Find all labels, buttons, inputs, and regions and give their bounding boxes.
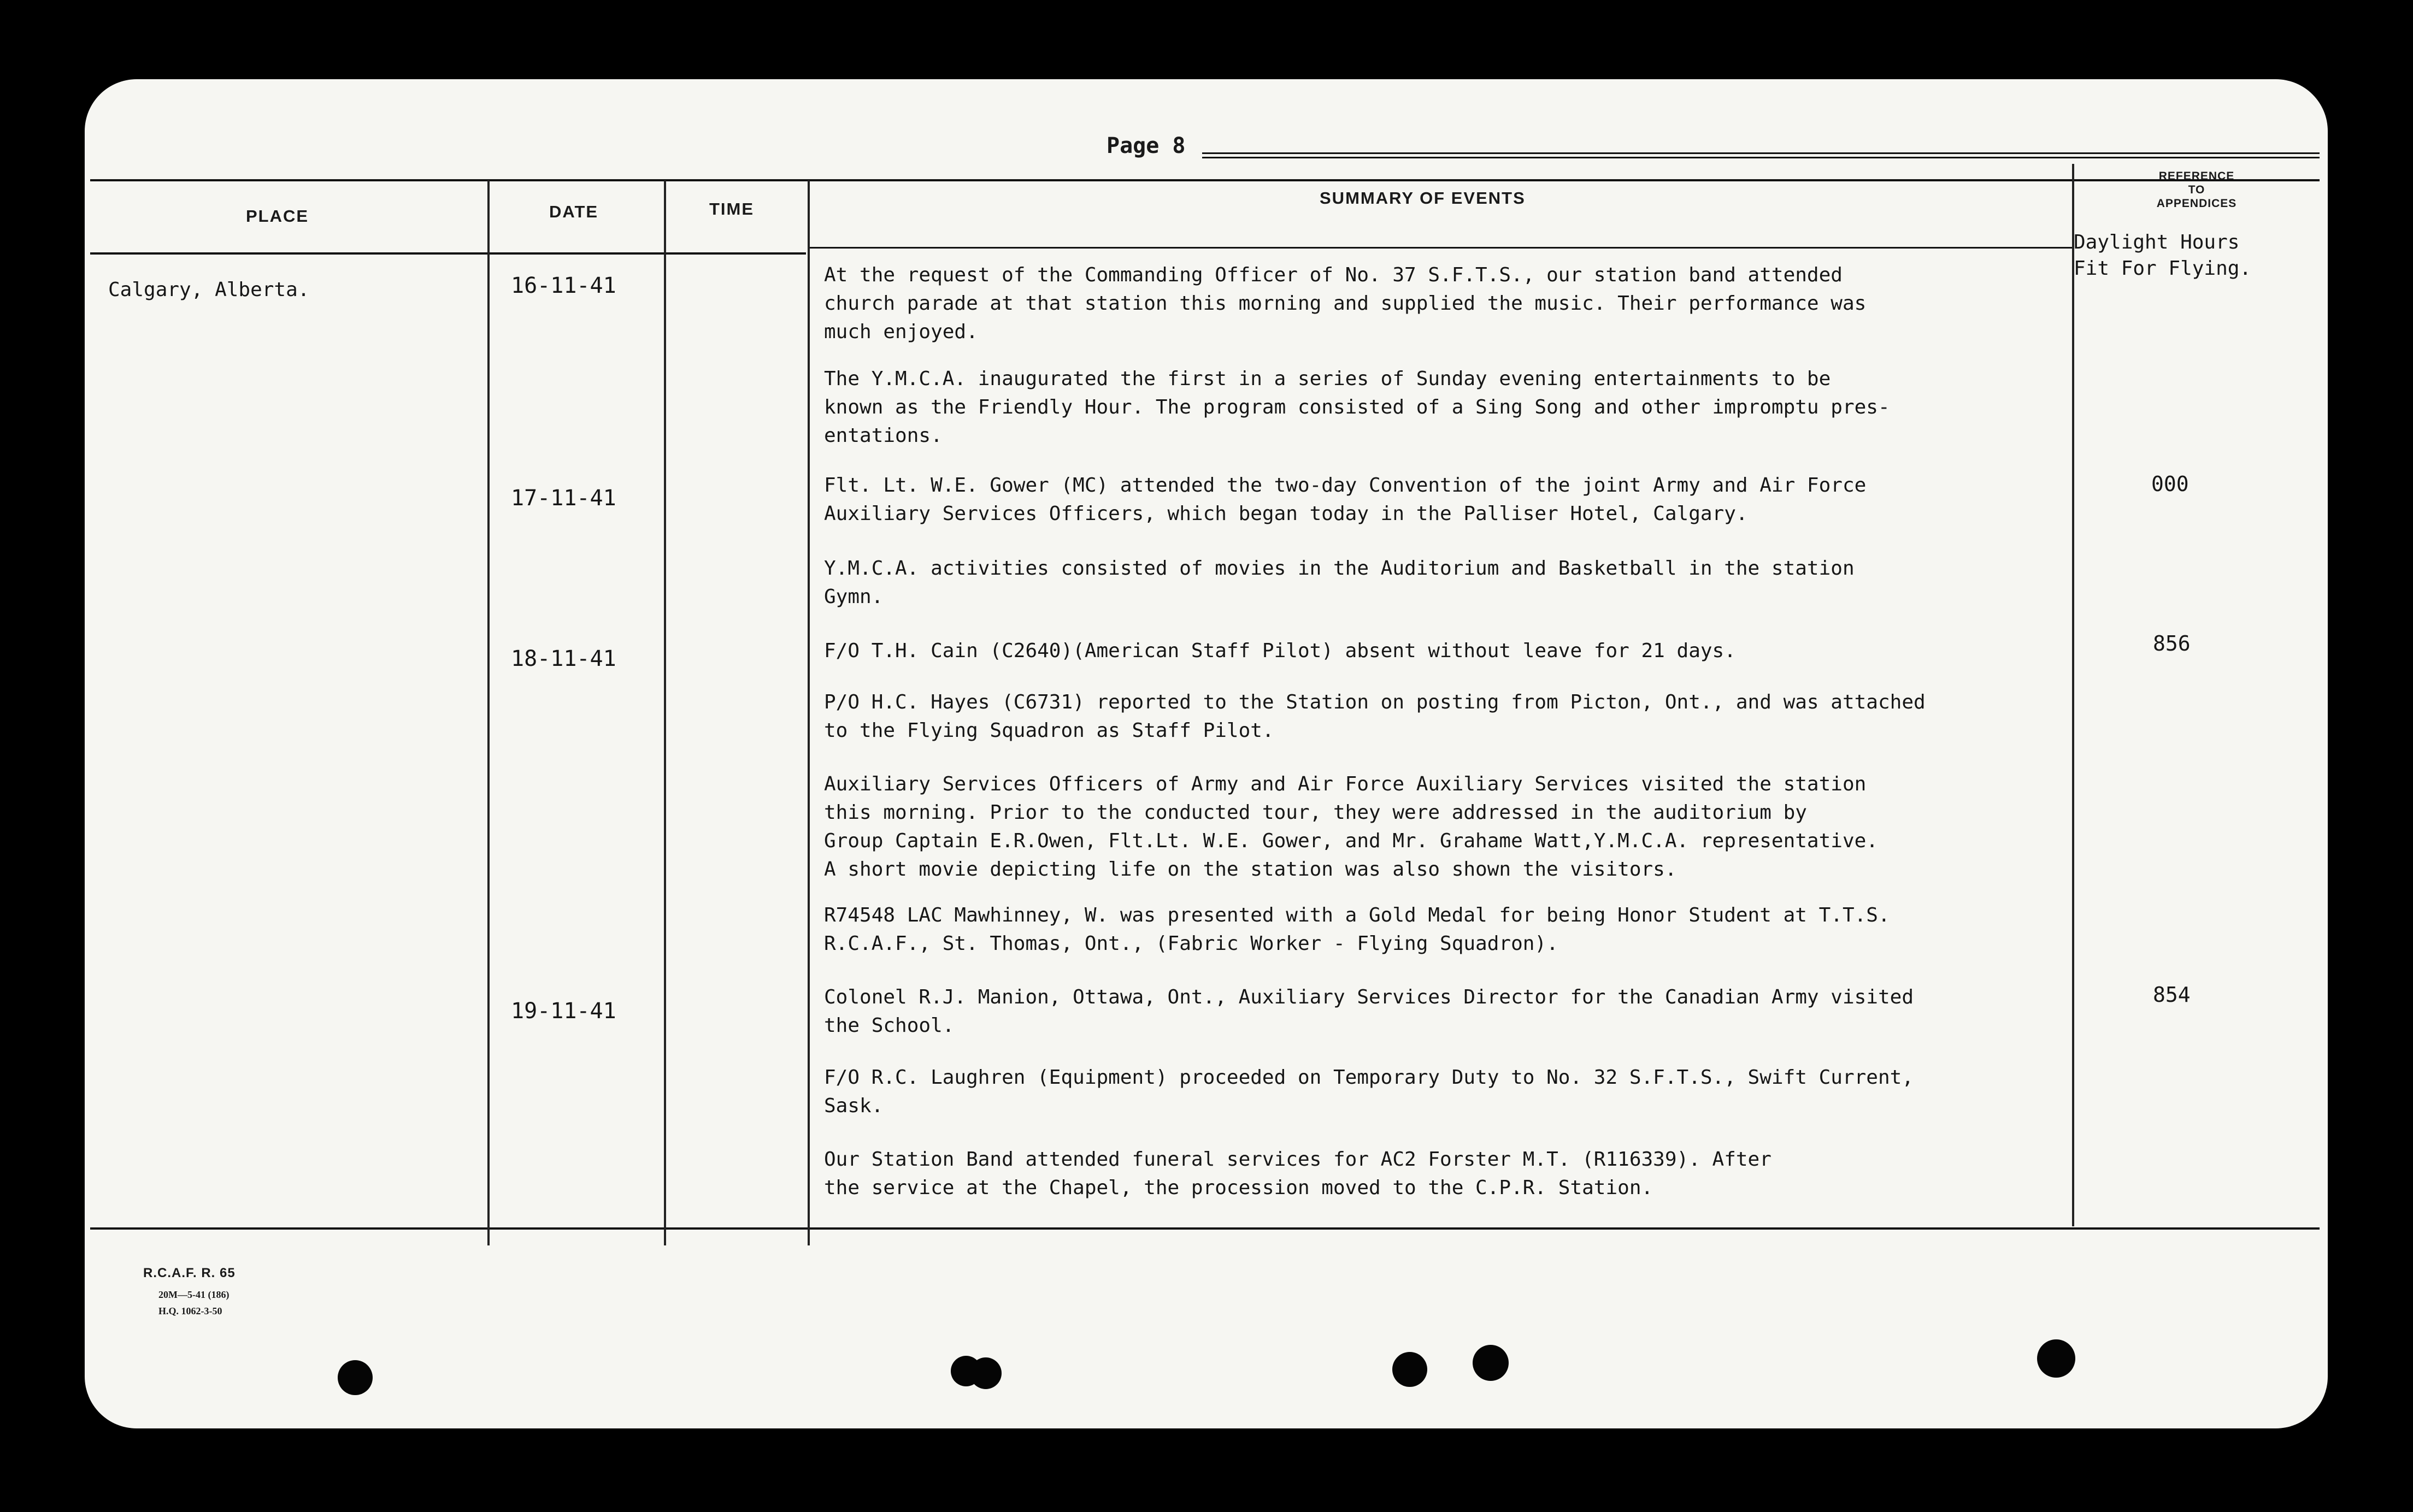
punch-hole — [970, 1357, 1002, 1389]
form-code: R.C.A.F. R. 65 — [143, 1266, 236, 1280]
summary-divider — [809, 247, 2074, 249]
event-entry: P/O H.C. Hayes (C6731) reported to the Station on posting from Picton, Ont., and was attached to the Flying Squadron as Staff Pilot. — [824, 691, 1926, 742]
event-entry: R74548 LAC Mawhinney, W. was presented with a Gold Medal for being Honor Student at T.T.S. R.C.A.F., St. Thomas, Ont., (Fabric Worker - Flying Squadron). — [824, 904, 1890, 955]
form-reference: H.Q. 1062-3-50 — [158, 1306, 222, 1316]
date-entry: 17-11-41 — [511, 486, 616, 511]
column-line-time-summary — [808, 180, 810, 1245]
event-entry: Y.M.C.A. activities consisted of movies in the Auditorium and Basketball in the station Gymn. — [824, 557, 1855, 608]
event-entry: At the request of the Commanding Officer of No. 37 S.F.T.S., our station band attended church parade at that station this morning and supplied the music. Their performance was much enjoyed. — [824, 264, 1867, 343]
reference-number: 856 — [2153, 631, 2191, 655]
reference-number: 000 — [2151, 472, 2189, 496]
summary-header: SUMMARY OF EVENTS — [1320, 188, 1526, 208]
page-number: Page 8 — [1107, 133, 1186, 158]
event-entry: Auxiliary Services Officers of Army and Air Force Auxiliary Services visited the station this morning. Prior to the conducted tour, they were addressed in the auditorium by Group Captain E.R.Owen, Flt.Lt. W.E. Gower, and Mr. Grahame Watt,Y.M.C.A. representative. A short movie depicting life on the station was also shown the visitors. — [824, 773, 1878, 881]
event-entry: F/O R.C. Laughren (Equipment) proceeded on Temporary Duty to No. 32 S.F.T.S., Swift Current, Sask. — [824, 1066, 1914, 1117]
top-rule — [90, 179, 2320, 181]
time-header: TIME — [709, 199, 755, 218]
event-entry: Colonel R.J. Manion, Ottawa, Ont., Auxiliary Services Director for the Canadian Army visited the School. — [824, 986, 1914, 1037]
reference-note: Daylight Hours Fit For Flying. — [2074, 231, 2252, 280]
header-divider — [90, 252, 806, 255]
punch-hole — [338, 1360, 373, 1395]
event-entry: Our Station Band attended funeral services for AC2 Forster M.T. (R116339). After the service at the Chapel, the procession moved to the C.P.R. Station. — [824, 1148, 1772, 1199]
date-entry: 16-11-41 — [511, 273, 616, 298]
form-print-run: 20M—5-41 (186) — [158, 1289, 229, 1300]
date-entry: 18-11-41 — [511, 646, 616, 671]
punch-hole — [2037, 1339, 2075, 1378]
place-entry: Calgary, Alberta. — [108, 279, 310, 301]
column-line-date-time — [664, 180, 666, 1245]
bottom-rule — [90, 1227, 2320, 1230]
reference-number: 854 — [2153, 983, 2191, 1007]
reference-header: REFERENCE TO APPENDICES — [2156, 170, 2237, 210]
event-entry: The Y.M.C.A. inaugurated the first in a series of Sunday evening entertainments to be known as the Friendly Hour. The program consisted of a Sing Song and other impromptu pres- entations. — [824, 368, 1890, 447]
top-rule-double-b — [1202, 157, 2320, 158]
event-entry: F/O T.H. Cain (C2640)(American Staff Pilot) absent without leave for 21 days. — [824, 640, 1736, 662]
top-rule-double-a — [1202, 152, 2320, 154]
punch-hole — [1473, 1345, 1509, 1381]
place-header: PLACE — [246, 206, 309, 226]
punch-hole — [1392, 1352, 1427, 1387]
column-line-place-date — [487, 180, 490, 1245]
event-entry: Flt. Lt. W.E. Gower (MC) attended the two-day Convention of the joint Army and Air Force Auxiliary Services Officers, which began today in the Palliser Hotel, Calgary. — [824, 474, 1867, 525]
date-entry: 19-11-41 — [511, 999, 616, 1024]
date-header: DATE — [549, 202, 599, 221]
